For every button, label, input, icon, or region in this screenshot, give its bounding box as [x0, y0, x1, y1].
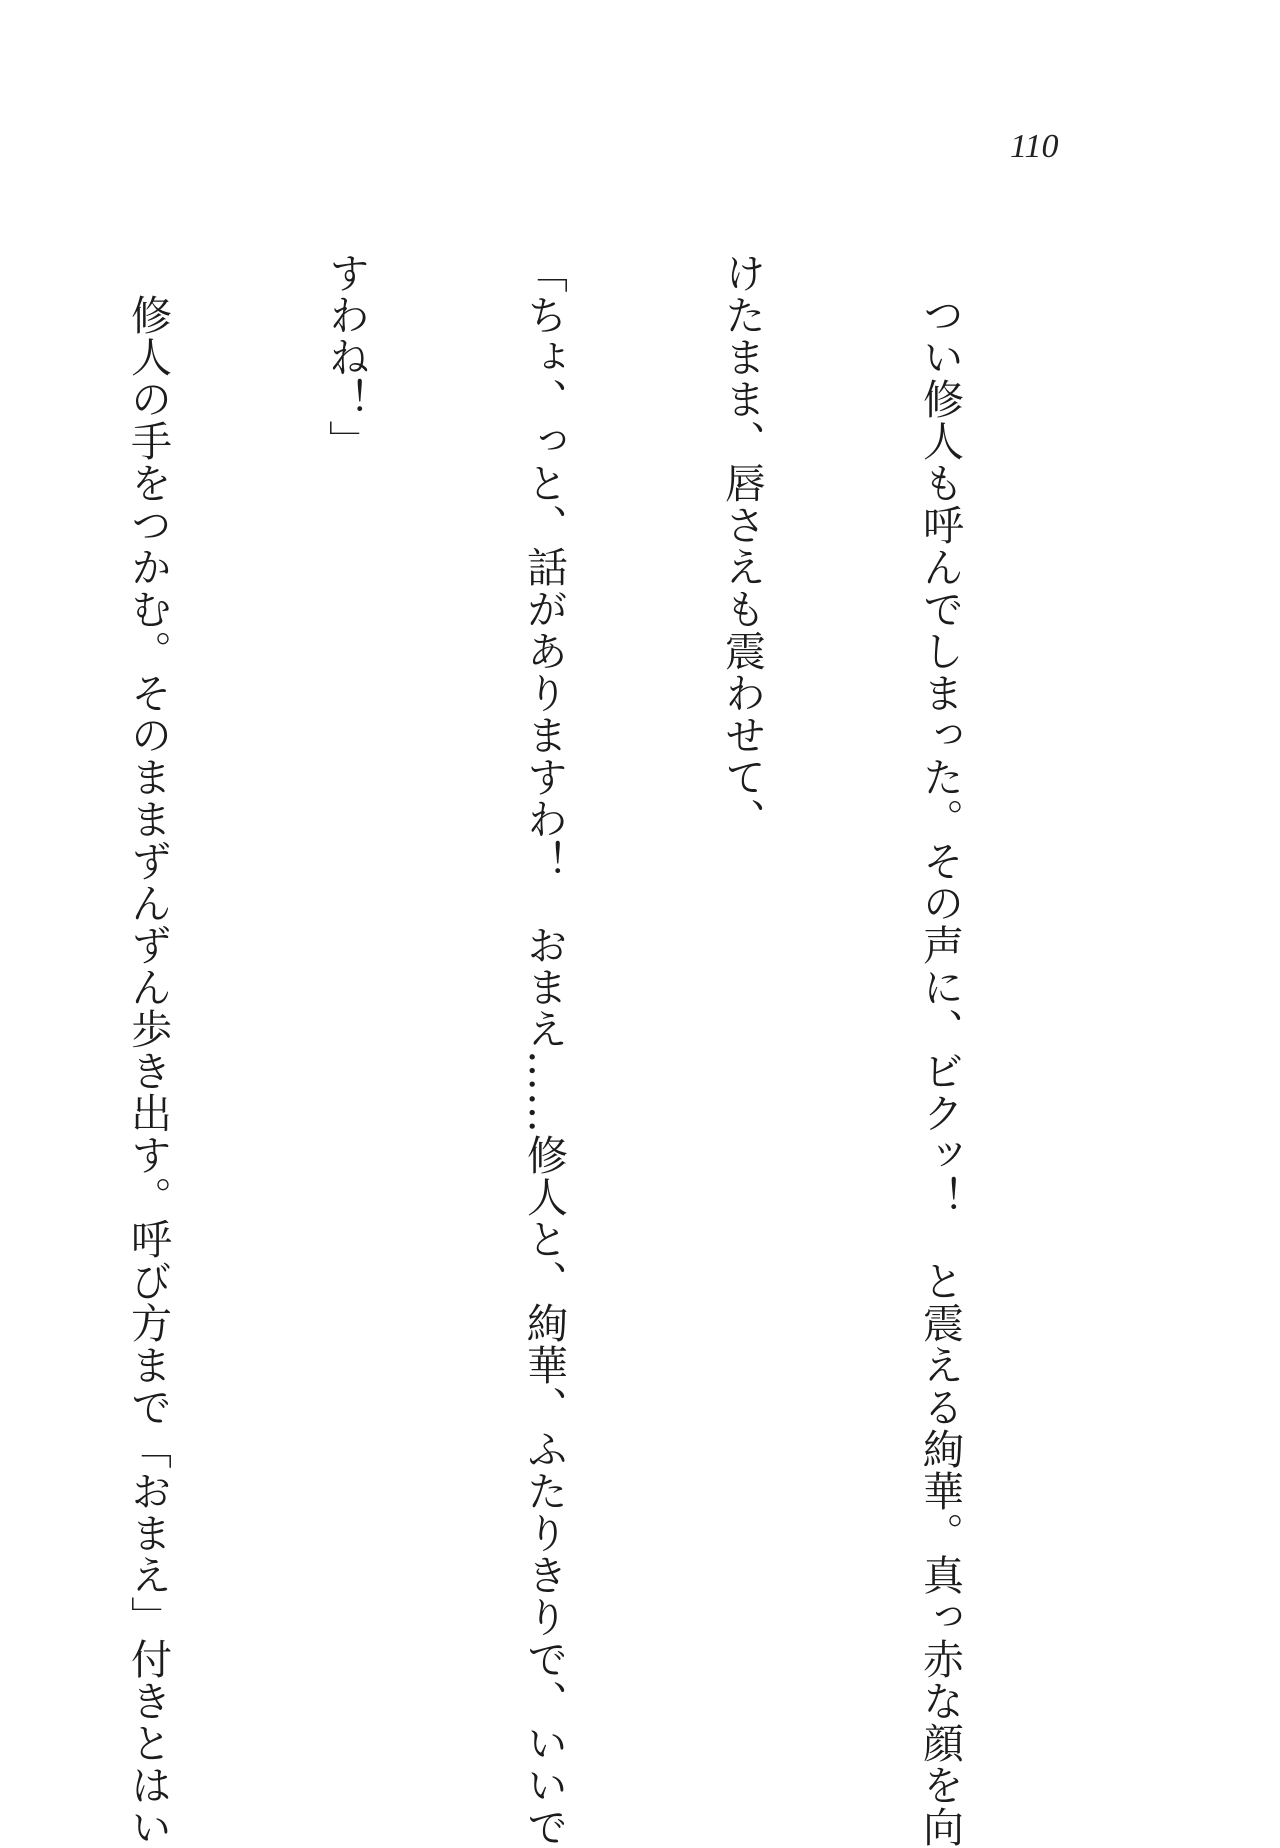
text-line: つい修人も呼んでしまった。その声に、ビクッ！ と震える絢華。真っ赤な顔を向 [916, 252, 964, 1848]
text-line: 「ちょ、っと、話がありますわ！ おまえ……修人と、絢華、ふたりきりで、いいで [520, 252, 568, 1848]
page-number: 110 [1010, 128, 1059, 165]
vertical-text-body [0, 252, 1105, 1848]
text-line: すわね！」 [322, 252, 370, 462]
text-line: 修人の手をつかむ。そのままずんずん歩き出す。呼び方まで「おまえ」付きとはい [124, 252, 172, 1848]
text-line: けたまま、唇さえも震わせて、 [718, 252, 766, 840]
